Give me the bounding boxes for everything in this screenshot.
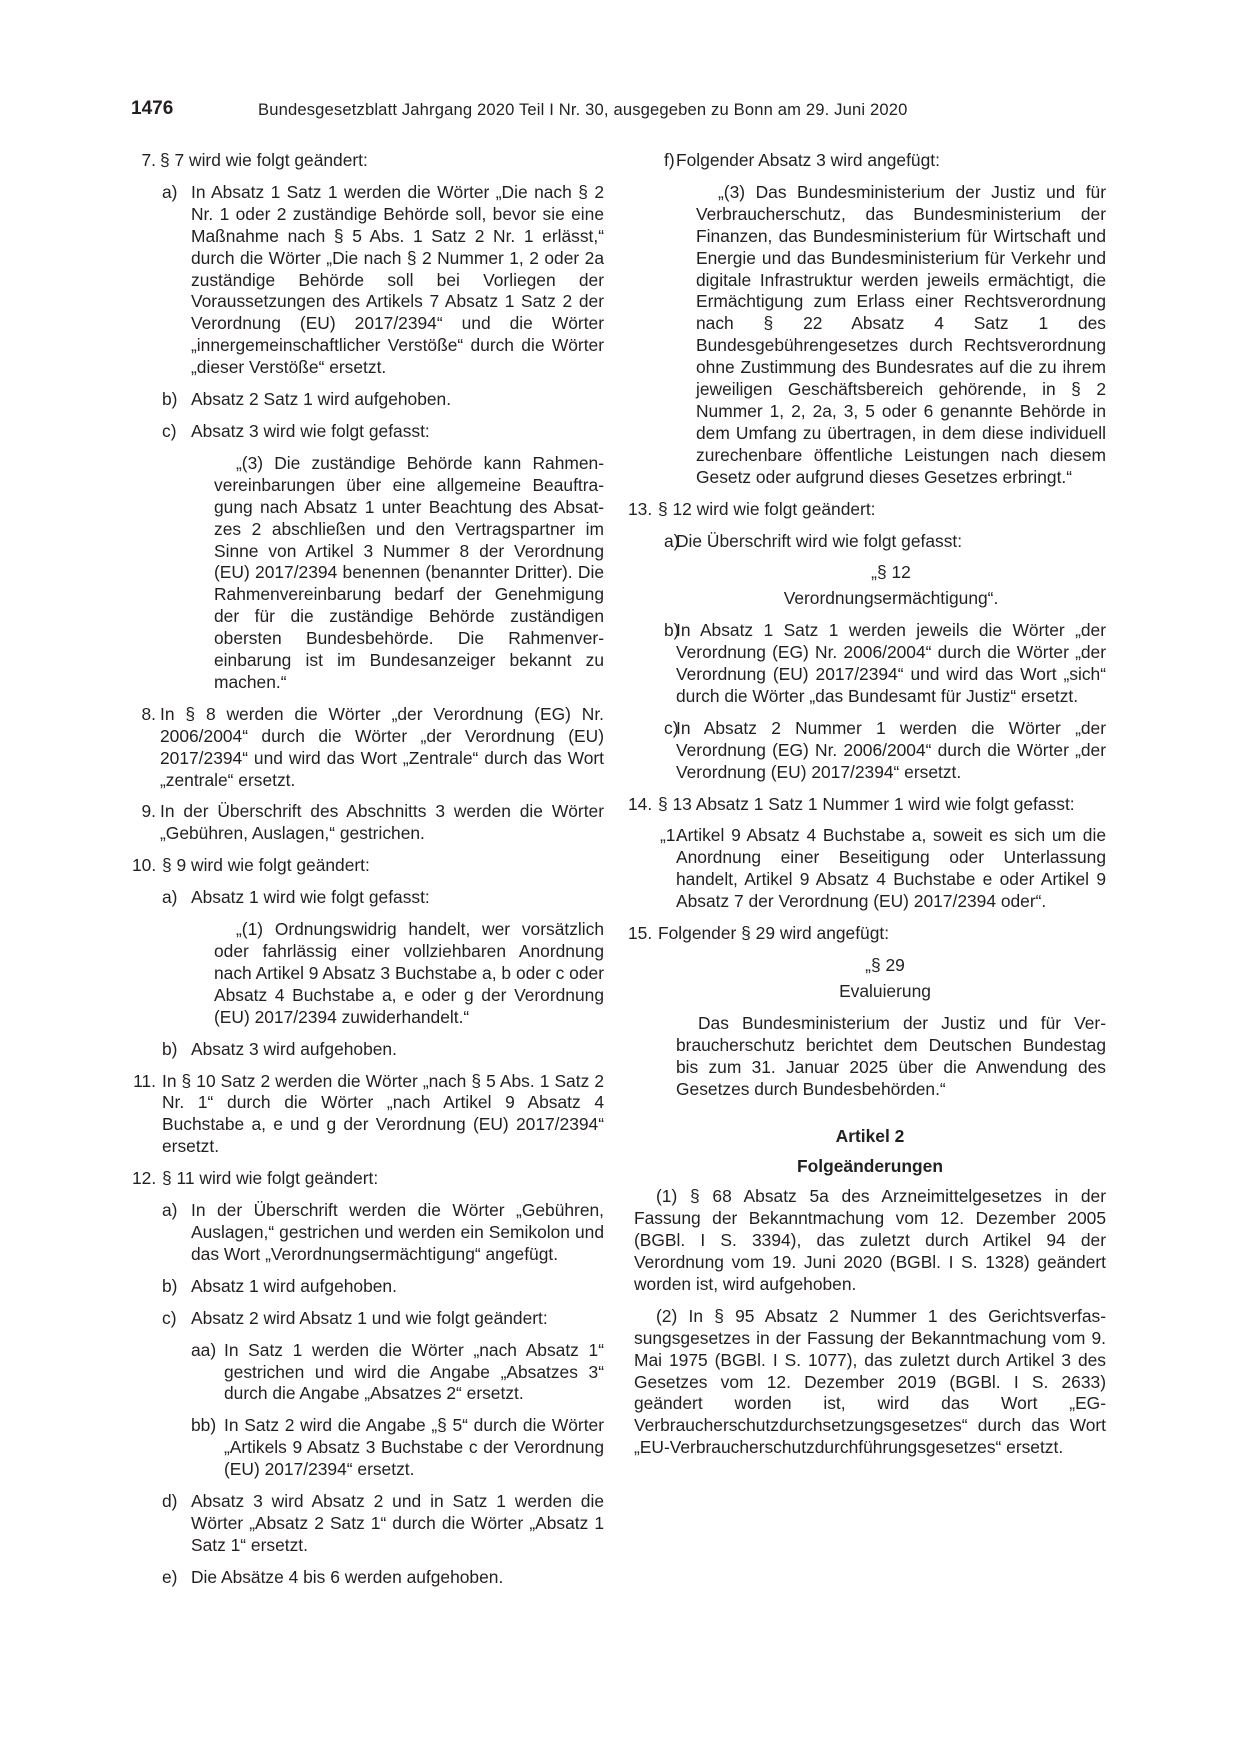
- sub-item: c) Absatz 2 wird Absatz 1 und wie folgt geändert:: [162, 1307, 548, 1328]
- article-subtitle: Folgeänderungen: [797, 1156, 943, 1177]
- quoted-heading: Evaluierung: [839, 980, 931, 1001]
- sub-item: c) In Absatz 2 Nummer 1 werden die Wörter „der Verordnung (EG) Nr. 2006/2004“ durch die Wörter „der Verordnung (EU) 2017/2394“ ersetzt.: [664, 717, 1106, 782]
- list-item: 14. § 13 Absatz 1 Satz 1 Nummer 1 wird wie folgt gefasst:: [628, 793, 1075, 814]
- sub-sub-item: aa) In Satz 1 werden die Wörter „nach Absatz 1“ gestrichen und wird die Angabe „Absatzes 3“ durch die Angabe „Absatzes 2“ ersetzt.: [191, 1339, 604, 1404]
- sub-item: a) Absatz 1 wird wie folgt gefasst:: [162, 887, 430, 908]
- paragraph: (2) In § 95 Absatz 2 Nummer 1 des Gerichtsverfassungsgesetzes in der Fassung der Bekanntmachung vom 9. Mai 1975 (BGBl. I S. 1077), das zuletzt durch Artikel 3 des Gesetzes vom 12. Dezember 2019 (BGBl. I S. 2633) geändert worden ist, wird das Wort „EG-Verbraucherschutzdurchsetzungsgesetzes“ durch das Wort „EU-Verbraucherschutzdurchführungsgesetzes“ ersetzt.: [634, 1305, 1106, 1458]
- left-column: [132, 150, 604, 1599]
- paragraph: (1) § 68 Absatz 5a des Arzneimittelgesetzes in der Fassung der Bekanntmachung vom 12. Dezember 2005 (BGBl. I S. 3394), das zuletzt durch Artikel 94 der Verordnung vom 19. Juni 2020 (BGBl. I S. 1328) geändert worden ist, wird aufgehoben.: [634, 1186, 1106, 1294]
- quoted-text: Das Bundesministerium der Justiz und für Verbraucherschutz berichtet dem Deutschen Bundestag bis zum 31. Januar 2025 über die Anwendung des Gesetzes durch Bundesbehörden.“: [676, 1012, 1106, 1099]
- right-column: [628, 150, 1106, 1469]
- sub-item: b) Absatz 3 wird aufgehoben.: [162, 1038, 397, 1059]
- sub-item: c) Absatz 3 wird wie folgt gefasst:: [162, 420, 430, 441]
- sub-item: d) Absatz 3 wird Absatz 2 und in Satz 1 werden die Wörter „Absatz 2 Satz 1“ durch die Wörter „Absatz 1 Satz 1“ ersetzt.: [162, 1491, 604, 1555]
- sub-item: f) Folgender Absatz 3 wird angefügt:: [664, 150, 940, 170]
- list-item: 13. § 12 wird wie folgt geändert:: [628, 498, 876, 519]
- list-item: 11. In § 10 Satz 2 werden die Wörter „nach § 5 Abs. 1 Satz 2 Nr. 1“ durch die Wörter „nach Artikel 9 Absatz 4 Buchstabe a, e und g der Verordnung (EU) 2017/2394“ ersetzt.: [133, 1070, 604, 1157]
- page-number: 1476: [131, 98, 174, 119]
- quoted-heading: „§ 29: [865, 955, 905, 975]
- list-item: 7. § 7 wird wie folgt geändert:: [141, 150, 368, 170]
- sub-item: b) Absatz 1 wird aufgehoben.: [162, 1275, 397, 1296]
- sub-item: a) Die Überschrift wird wie folgt gefasst:: [664, 530, 963, 551]
- article-title: Artikel 2: [835, 1126, 905, 1147]
- list-item: 9. In der Überschrift des Abschnitts 3 werden die Wörter „Gebühren, Auslagen,“ gestrichen.: [141, 801, 604, 844]
- quoted-text: „(3) Das Bundesministerium der Justiz und für Verbraucherschutz, das Bundesministerium der Finanzen, das Bundesministerium für Wirtschaft und Energie und das Bundesministerium für Verkehr und digitale Infrastruktur werden jeweils ermächtigt, die Ermächtigung zum Erlass einer Rechtsverordnung nach § 22 Absatz 4 Satz 1 des Bundesgebührengesetzes durch Rechtsverordnung ohne Zustimmung des Bundesrates auf die zu ihrem jeweiligen Geschäftsbereich gehörende, in § 2 Nummer 1, 2, 2a, 3, 5 oder 6 genannte Behörde in dem Umfang zu übertragen, in dem diese individuell zurechenbare öffentliche Leistungen nach diesem Gesetz oder aufgrund dieses Gesetzes erbringt.“: [696, 181, 1106, 487]
- list-item: 12. § 11 wird wie folgt geändert:: [132, 1168, 379, 1189]
- sub-item: a) In der Überschrift werden die Wörter „Gebühren, Auslagen,“ gestrichen und werden ein Semikolon und das Wort „Verordnungsermächtigung“ angefügt.: [162, 1200, 604, 1264]
- list-item: 10. § 9 wird wie folgt geändert:: [132, 855, 370, 876]
- sub-item: b) Absatz 2 Satz 1 wird aufgehoben.: [162, 389, 452, 410]
- page-header: [131, 98, 1111, 126]
- sub-item: e) Die Absätze 4 bis 6 werden aufgehoben.: [162, 1566, 504, 1587]
- quoted-text: „(1) Ordnungswidrig handelt, wer vorsätzlich oder fahrlässig einer vollziehbaren Anordnung nach Artikel 9 Absatz 3 Buchstabe a, b oder c oder Absatz 4 Buchstabe a, e oder g der Verordnung (EU) 2017/2394 zuwiderhandelt.“: [214, 919, 604, 1027]
- list-item: 15. Folgender § 29 wird angefügt:: [628, 923, 890, 944]
- quoted-text: „(3) Die zuständige Behörde kann Rahmenvereinbarungen über eine allgemeine Beauftragung nach Absatz 1 unter Beachtung des Absatzes 2 abschließen und den Vertragspartner im Sinne von Artikel 3 Nummer 8 der Verordnung (EU) 2017/2394 benennen (benannter Dritter). Die Rahmenvereinbarung bedarf der Genehmigung der für die zuständige Behörde zuständigen obersten Bundesbehörde. Die Rahmenvereinbarung ist im Bundesanzeiger bekannt zu machen.“: [214, 452, 604, 692]
- quoted-heading: Verordnungsermächtigung“.: [783, 588, 999, 609]
- quoted-text: „1. Artikel 9 Absatz 4 Buchstabe a, soweit es sich um die Anordnung einer Beseitigung oder Unterlassung handelt, Artikel 9 Absatz 4 Buchstabe e oder Artikel 9 Absatz 7 der Verordnung (EU) 2017/2394 oder“.: [660, 825, 1106, 912]
- list-item: 8. In § 8 werden die Wörter „der Verordnung (EG) Nr. 2006/2004“ durch die Wörter „der Verordnung (EU) 2017/2394“ und wird das Wort „Zentrale“ durch das Wort „zentrale“ ersetzt.: [141, 703, 604, 790]
- quoted-heading: „§ 12: [871, 562, 911, 583]
- sub-sub-item: bb) In Satz 2 wird die Angabe „§ 5“ durch die Wörter „Artikels 9 Absatz 3 Buchstabe c der Verordnung (EU) 2017/2394“ ersetzt.: [191, 1415, 604, 1480]
- running-title: Bundesgesetzblatt Jahrgang 2020 Teil I Nr. 30, ausgegeben zu Bonn am 29. Juni 2020: [258, 100, 908, 119]
- sub-item: b) In Absatz 1 Satz 1 werden jeweils die Wörter „der Verordnung (EG) Nr. 2006/2004“ durch die Wörter „der Verordnung (EU) 2017/2394“ und wird das Wort „sich“ durch die Wörter „das Bundesamt für Justiz“ ersetzt.: [664, 620, 1106, 706]
- sub-item: a) In Absatz 1 Satz 1 werden die Wörter „Die nach § 2 Nr. 1 oder 2 zuständige Behörde soll, bevor sie eine Maßnahme nach § 5 Abs. 1 Satz 2 Nr. 1 erlässt,“ durch die Wörter „Die nach § 2 Nummer 1, 2 oder 2a zuständige Behörde soll bei Vorliegen der Voraussetzungen des Artikels 7 Absatz 1 Satz 2 der Verordnung (EU) 2017/2394“ und die Wörter „innergemeinschaftlicher Verstöße“ durch die Wörter „dieser Verstöße“ ersetzt.: [162, 181, 604, 378]
